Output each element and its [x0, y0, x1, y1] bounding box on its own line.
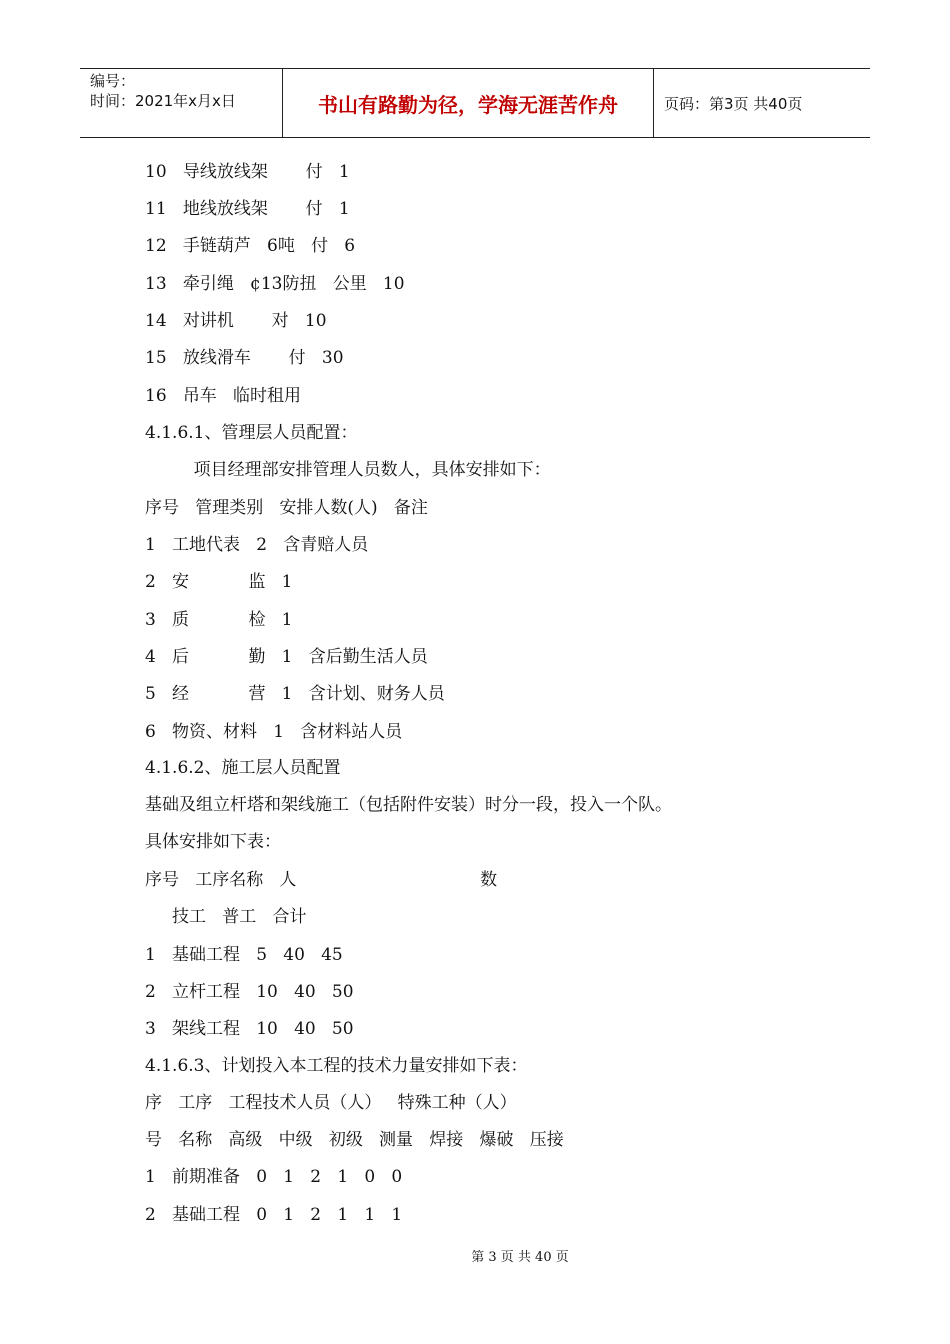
header-motto: 书山有路勤为径，学海无涯苦作舟	[282, 69, 654, 137]
body-line: 16 吊车 临时租用	[145, 386, 302, 406]
body-line: 2 安 监 1	[145, 572, 293, 592]
section-heading: 4.1.6.1、管理层人员配置：	[145, 423, 358, 443]
body-line: 1 前期准备 0 1 2 1 0 0	[145, 1167, 403, 1187]
body-line: 10 导线放线架 付 1	[145, 162, 350, 182]
table-header: 序号 管理类别 安排人数(人) 备注	[145, 498, 428, 518]
body-line: 15 放线滑车 付 30	[145, 348, 344, 368]
body-line: 14 对讲机 对 10	[145, 311, 327, 331]
document-time-label: 时间：2021年x月x日	[90, 92, 236, 110]
body-line: 4 后 勤 1 含后勤生活人员	[145, 647, 428, 667]
body-line: 5 经 营 1 含计划、财务人员	[145, 684, 445, 704]
section-heading: 4.1.6.3、计划投入本工程的技术力量安排如下表：	[145, 1056, 528, 1076]
body-line: 具体安排如下表：	[145, 832, 281, 852]
table-header: 序 工序 工程技术人员（人） 特殊工种（人）	[145, 1093, 517, 1113]
body-line: 2 基础工程 0 1 2 1 1 1	[145, 1205, 403, 1225]
document-number-label: 编号：	[90, 72, 136, 90]
body-line: 3 架线工程 10 40 50	[145, 1019, 354, 1039]
table-header: 号 名称 高级 中级 初级 测量 焊接 爆破 压接	[145, 1130, 564, 1150]
body-line: 1 工地代表 2 含青赔人员	[145, 535, 369, 555]
body-line: 6 物资、材料 1 含材料站人员	[145, 722, 403, 742]
page-header	[80, 68, 870, 138]
body-line: 1 基础工程 5 40 45	[145, 945, 343, 965]
body-line: 3 质 检 1	[145, 610, 293, 630]
header-page-info: 页码：第3页 共40页	[664, 94, 803, 113]
page-footer: 第 3 页 共 40 页	[471, 1250, 569, 1265]
body-line: 12 手链葫芦 6吨 付 6	[145, 236, 356, 256]
body-line: 项目经理部安排管理人员数人，具体安排如下：	[145, 460, 551, 480]
section-heading: 4.1.6.2、施工层人员配置	[145, 758, 341, 778]
body-line: 13 牵引绳 ¢13防扭 公里 10	[145, 274, 405, 294]
body-line: 2 立杆工程 10 40 50	[145, 982, 354, 1002]
body-line: 11 地线放线架 付 1	[145, 199, 350, 219]
table-header: 序号 工序名称 人 数	[145, 870, 498, 890]
table-header: 技工 普工 合计	[145, 907, 307, 927]
body-line: 基础及组立杆塔和架线施工（包括附件安装）时分一段，投入一个队。	[145, 795, 672, 815]
header-meta	[80, 69, 282, 137]
